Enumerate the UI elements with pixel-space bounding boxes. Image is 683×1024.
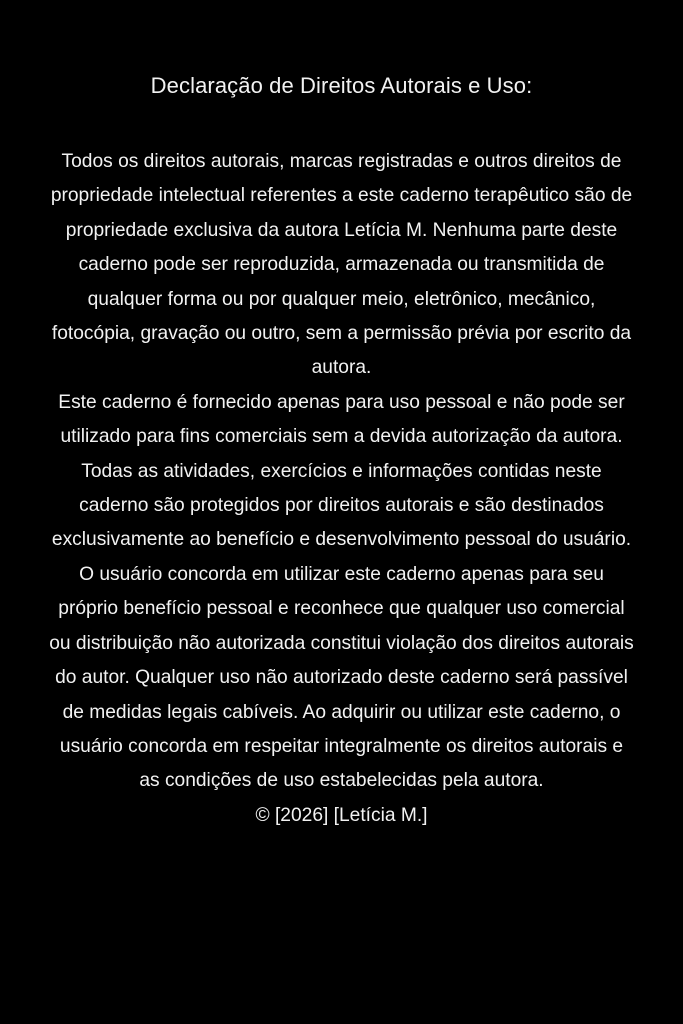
- paragraph-rights: Todos os direitos autorais, marcas registradas e outros direitos de propriedade intelectual referentes a este caderno terapêutico são de propriedade exclusiva da autora Letícia M. Nenhuma parte deste caderno pode ser reproduzida, armazenada ou transmitida de qualquer forma ou por qualquer meio, eletrônico, mecânico, fotocópia, gravação ou outro, sem a permissão prévia por escrito da autora.: [50, 151, 633, 379]
- paragraph-personal-use: Este caderno é fornecido apenas para uso pessoal e não pode ser utilizado para fins comerciais sem a devida autorização da autora. Todas as atividades, exercícios e informações contidas neste caderno são protegidos por direitos autorais e são destinados exclusivamente ao benefício e desenvolvimento pessoal do usuário.: [51, 391, 632, 551]
- paragraph-user-agreement: O usuário concorda em utilizar este caderno apenas para seu próprio benefício pessoal e reconhece que qualquer uso comercial ou distribuição não autorizada constitui violação dos direitos autorais do autor. Qualquer uso não autorizado deste caderno será passível de medidas legais cabíveis. Ao adquirir ou utilizar este caderno, o usuário concorda em respeitar integralmente os direitos autorais e as condições de uso estabelecidas pela autora.: [49, 563, 634, 792]
- page-title: Declaração de Direitos Autorais e Uso:: [150, 73, 533, 98]
- copyright-notice: © [2026] [Letícia M.]: [255, 804, 428, 826]
- declaration-body: [48, 145, 635, 833]
